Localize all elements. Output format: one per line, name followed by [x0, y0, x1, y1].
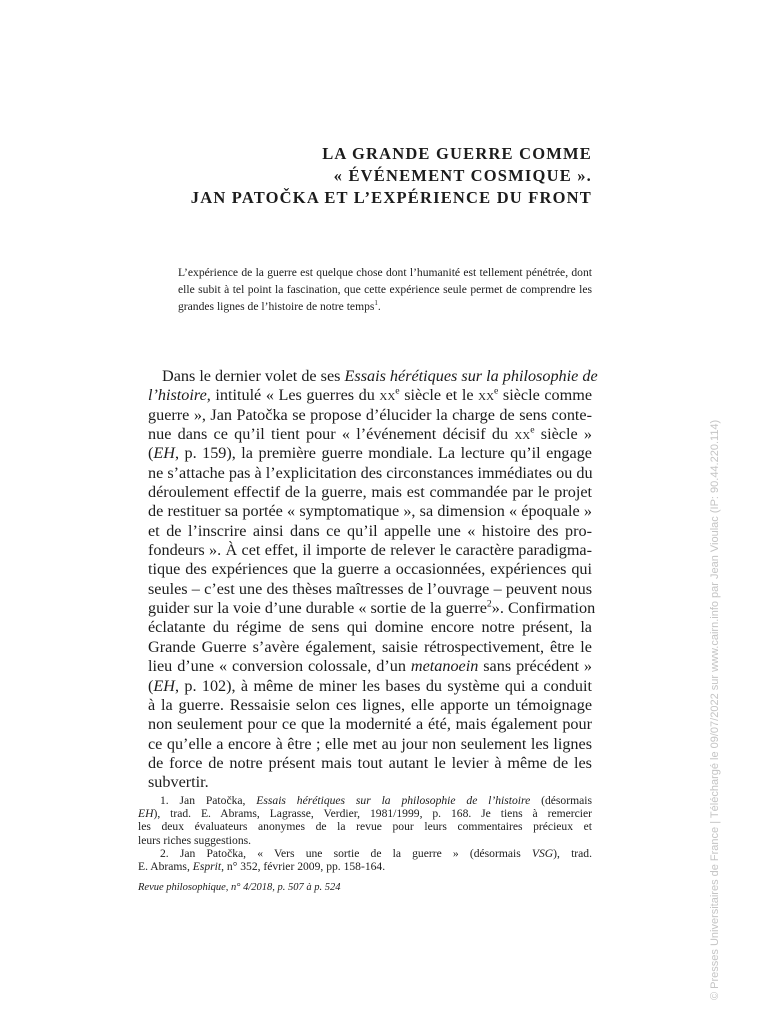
abbreviation-italic: VSG	[531, 846, 554, 860]
main-paragraph	[148, 367, 598, 793]
article-title	[120, 143, 592, 209]
text-run: , p. 102), à même de miner les bases du système qui a conduit	[174, 676, 592, 695]
footnotes	[138, 794, 592, 873]
text-run: (	[148, 444, 154, 463]
footnote-2-line	[138, 847, 592, 860]
footnote-1-line: les deux évaluateurs anonymes de la revue pour leurs commentaires précieux et	[138, 820, 592, 834]
body-line	[148, 598, 596, 618]
title-line-2: « ÉVÉNEMENT COSMIQUE ».	[333, 166, 592, 185]
download-watermark: © Presses Universitaires de France | Téléchargé le 09/07/2022 sur www.cairn.info par Jean Vioulac (IP: 90.44.220.114)	[709, 419, 721, 1000]
body-line: ne s’attache pas à l’explicitation des circonstances immédiates ou du	[148, 463, 593, 482]
body-line	[148, 425, 592, 444]
abbreviation-italic: EH	[153, 444, 175, 463]
text-run: , n° 352, février 2009, pp. 158-164.	[221, 860, 386, 874]
book-title-italic: Essais hérétiques sur la philosophie de l’histoire	[256, 794, 531, 807]
body-line: de restituer sa portée « symptomatique », sa dimension « époquale »	[148, 502, 592, 521]
text-run: ». Confirmation	[491, 599, 596, 618]
journal-title-italic: Esprit	[192, 860, 222, 874]
text-run: guider sur la voie d’une durable « sortie de la guerre	[148, 599, 487, 618]
text-run: siècle »	[534, 425, 592, 444]
epigraph-end: .	[377, 300, 381, 313]
body-line	[148, 367, 598, 386]
text-run: (	[148, 676, 154, 695]
footnote-1-line	[138, 807, 592, 820]
book-title-italic: l’histoire	[148, 386, 207, 405]
century-numeral: xx	[379, 386, 396, 405]
body-line: à la guerre. Ressaisie selon ces lignes, elle apporte un témoignage	[148, 695, 592, 714]
abbreviation-italic: EH	[138, 807, 154, 821]
superscript: e	[395, 385, 400, 397]
text-run: , p. 159), la première guerre mondiale. La lecture qu’il engage	[174, 444, 592, 463]
body-line: déroulement effectif de la guerre, mais est commandée par le projet	[148, 483, 592, 502]
text-run: siècle comme	[498, 386, 592, 405]
text-run: lieu d’une « conversion colossale, d’un	[148, 657, 411, 676]
text-run: 2. Jan Patočka, « Vers une sortie de la guerre » (désormais	[160, 846, 532, 860]
body-line	[148, 444, 592, 463]
text-run: nue dans ce qu’il tient pour « l’événement décisif du	[148, 425, 515, 444]
abbreviation-italic: EH	[153, 676, 175, 695]
book-title-italic: Essais hérétiques sur la philosophie de	[344, 367, 598, 385]
footnote-1-line	[138, 794, 592, 807]
body-line: de force de notre présent mais tout autant le levier à même de les	[148, 753, 592, 772]
body-line: tique des expériences que la guerre a occasionnées, expériences qui	[148, 560, 592, 579]
body-line: éclatante du régime de sens qui domine encore notre présent, la	[148, 618, 592, 637]
text-run: Dans le dernier volet de ses	[162, 367, 345, 385]
epigraph-text: L’expérience de la guerre est quelque chose dont l’humanité est tellement pénétrée, dont elle subit à tel point la fascination, que cette expérience seule permet de comprendre les grandes lignes de l’histoire de notre temps	[178, 266, 592, 313]
footnote-2-line	[138, 860, 592, 873]
body-line: ce qu’elle a encore à être ; elle met au jour non seulement les lignes	[148, 734, 592, 753]
body-line	[148, 657, 592, 676]
text-run: sans précédent »	[478, 657, 592, 676]
epigraph-note-mark: 1	[374, 299, 378, 308]
title-line-1: LA GRANDE GUERRE COMME	[322, 144, 592, 163]
body-line: fondeurs ». À cet effet, il importe de relever le caractère paradigma-	[148, 541, 592, 560]
text-run: E. Abrams,	[138, 860, 193, 874]
century-numeral: xx	[478, 386, 495, 405]
text-run: 1. Jan Patočka,	[160, 794, 257, 807]
footnote-1-line: leurs riches suggestions.	[138, 833, 252, 847]
text-run: ), trad. E. Abrams, Lagrasse, Verdier, 1981/1999, p. 168. Je tiens à remercier	[153, 807, 592, 821]
journal-reference: Revue philosophique, n° 4/2018, p. 507 à p. 524	[138, 882, 341, 893]
epigraph	[178, 264, 592, 315]
footnote-mark: 2	[486, 598, 492, 610]
text-run: ), trad.	[553, 846, 592, 860]
body-line: seules – c’est une des thèses maîtresses de l’ouvrage – peuvent nous	[148, 579, 592, 598]
text-run: , intitulé « Les guerres du	[206, 386, 380, 405]
body-line	[148, 386, 592, 405]
superscript: e	[494, 385, 499, 397]
body-line: non seulement pour ce que la modernité a été, mais également pour	[148, 715, 592, 734]
text-run: (désormais	[530, 794, 592, 807]
title-line-3: JAN PATOČKA ET L’EXPÉRIENCE DU FRONT	[190, 188, 592, 207]
century-numeral: xx	[514, 425, 531, 444]
body-line: guerre », Jan Patočka se propose d’élucider la charge de sens conte-	[148, 405, 592, 424]
body-line: et de l’inscrire ainsi dans ce qu’il appelle une « histoire des pro-	[148, 521, 592, 540]
text-run: siècle et le	[399, 386, 479, 405]
body-line: Grande Guerre s’avère également, saisie rétrospectivement, être le	[148, 637, 592, 656]
superscript: e	[530, 424, 535, 436]
body-line	[148, 677, 592, 696]
body-line: subvertir.	[148, 773, 209, 792]
greek-term-italic: metanoein	[410, 657, 479, 676]
